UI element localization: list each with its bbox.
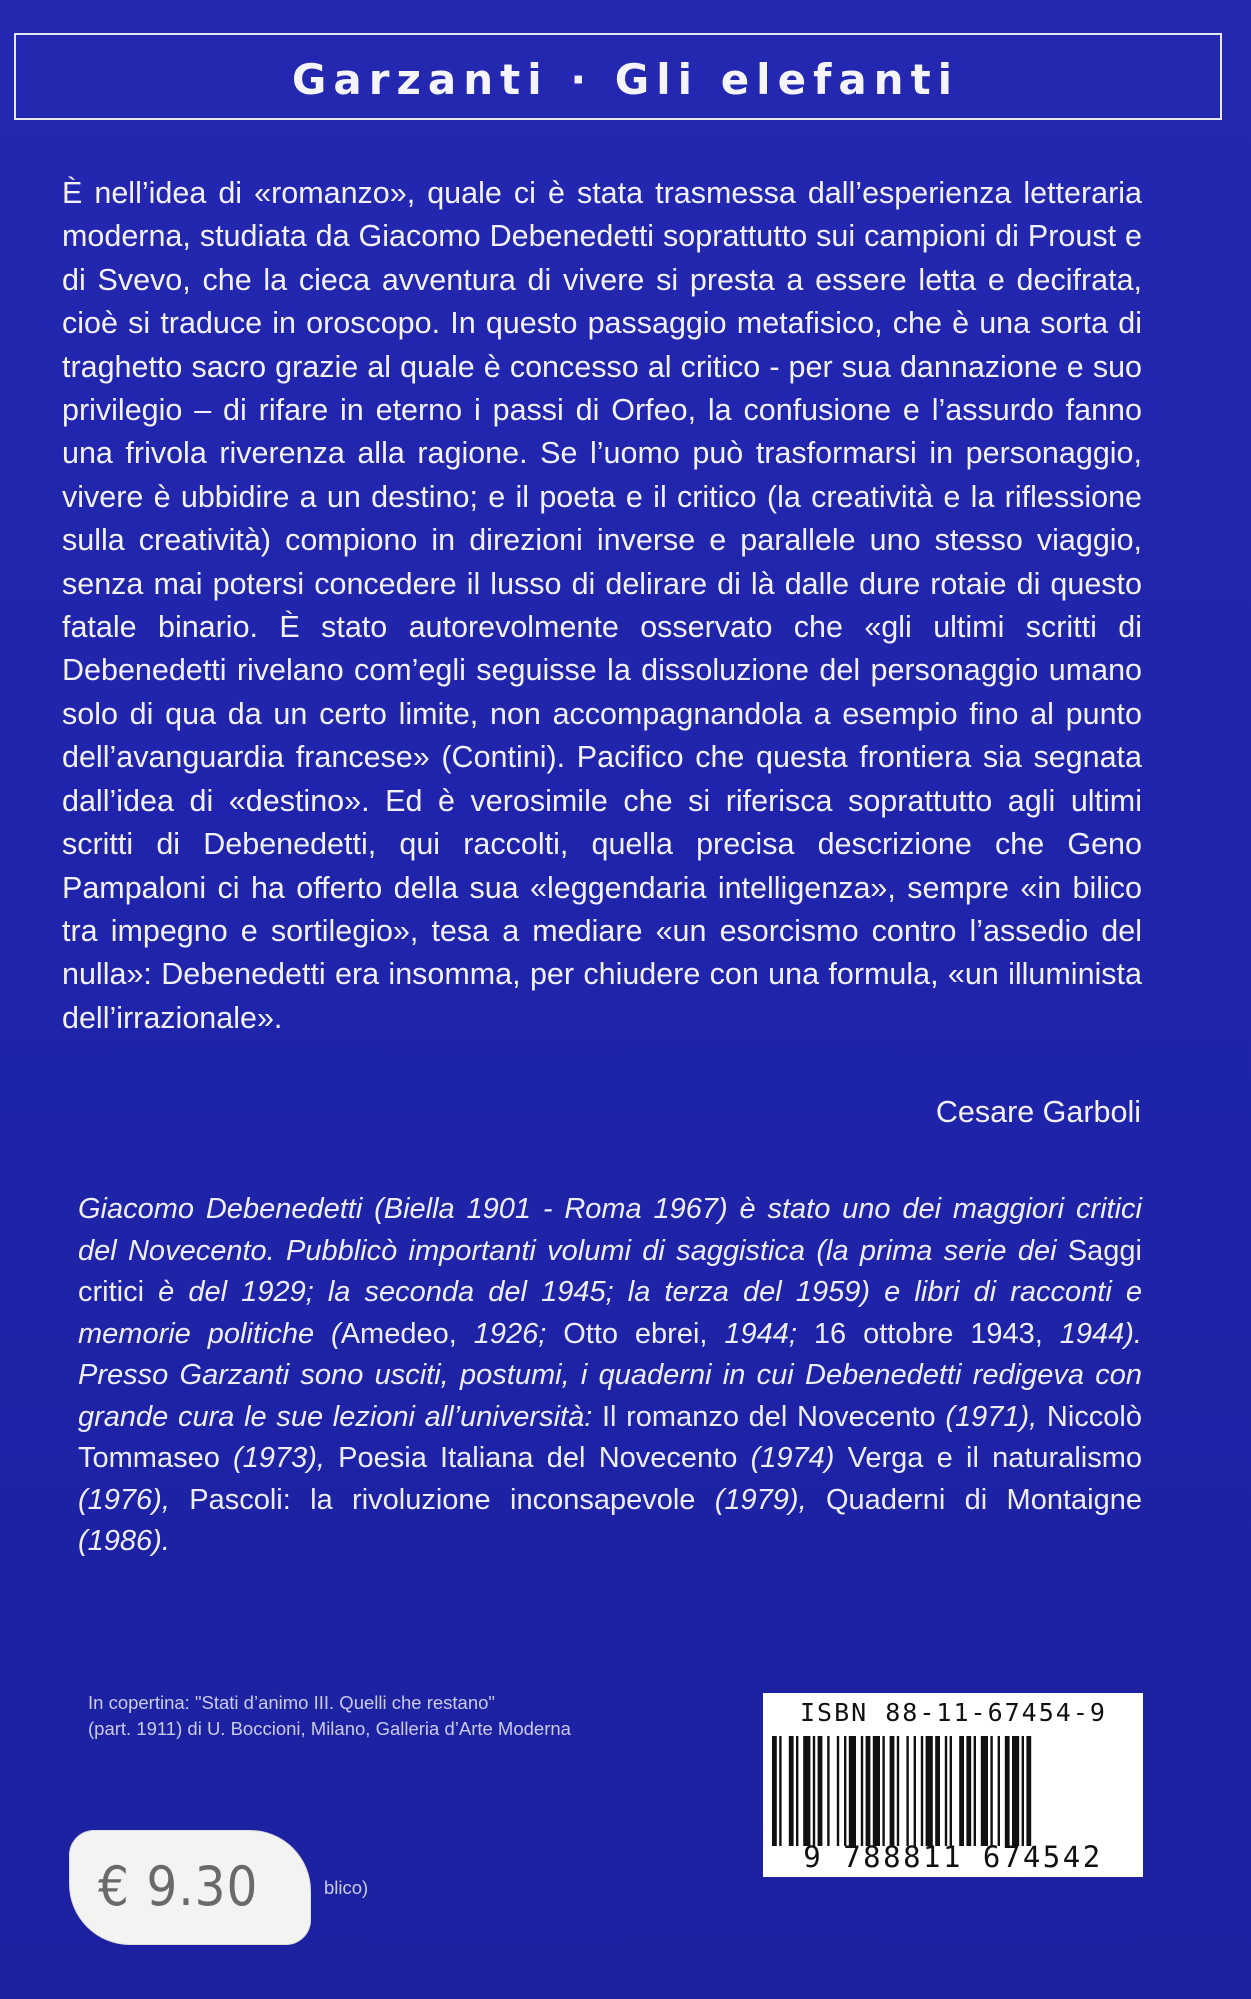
author-bio	[78, 1189, 1142, 1563]
cover-credit-line: In copertina: "Stati d’animo III. Quelli che restano"	[88, 1692, 495, 1713]
book-title: Saggi critici	[78, 1234, 1142, 1308]
ean-number: 9 788811 674542	[803, 1840, 1103, 1874]
book-title: Amedeo,	[340, 1317, 457, 1350]
bio-text: (1973),	[219, 1442, 339, 1474]
barcode-icon	[768, 1736, 1138, 1846]
book-title: Pascoli: la rivoluzione inconsapevole	[189, 1483, 696, 1516]
bio-text: 1926;	[456, 1317, 564, 1350]
cover-credit	[88, 1690, 728, 1742]
series-title: Garzanti · Gli elefanti	[291, 55, 960, 104]
partial-note: blico)	[324, 1877, 369, 1898]
bio-text: Giacomo Debenedetti (Biella 1901 - Roma 1967) è stato uno dei maggiori critici del Novecento. Pubblicò importanti volumi di saggistica (la prima serie dei	[78, 1193, 1142, 1267]
blurb	[62, 172, 1142, 1040]
book-title: 16 ottobre 1943,	[813, 1317, 1043, 1350]
cover-credit-line: (part. 1911) di U. Boccioni, Milano, Galleria d’Arte Moderna	[88, 1718, 571, 1739]
bio-text: è del 1929; la seconda del 1945; la terza del 1959) e libri di racconti e memorie politiche (	[78, 1276, 1142, 1350]
bio-text: 1944;	[707, 1317, 814, 1350]
price-label: € 9.30	[98, 1855, 259, 1918]
bio-text: (1979),	[695, 1483, 826, 1516]
book-title: Otto ebrei,	[563, 1317, 708, 1350]
blurb-signature: Cesare Garboli	[935, 1095, 1141, 1129]
blurb-text: È nell’idea di «romanzo», quale ci è stata trasmessa dall’esperienza letteraria moderna, studiata da Giacomo Debenedetti soprattutto sui campioni di Proust e di Svevo, che la cieca avventura di vivere si presta a essere letta e decifrata, cioè si traduce in oroscopo. In questo passaggio metafisico, che è una sorta di traghetto sacro grazie al quale è concesso al critico - per sua dannazione e suo privilegio – di rifare in eterno i passi di Orfeo, la confusione e l’assurdo fanno una frivola riverenza alla ragione. Se l’uomo può trasformarsi in personaggio, vivere è ubbidire a un destino; e il poeta e il critico (la creatività e la riflessione sulla creatività) compiono in direzioni inverse e parallele uno stesso viaggio, senza mai potersi concedere il lusso di delirare di là dalle dure rotaie di questo fatale binario. È stato autorevolmente osservato che «gli ultimi scritti di Debenedetti rivelano com’egli seguisse la dissoluzione del personaggio umano solo di qua da un certo limite, non accompagnandola a esempio fino al punto dell’avanguardia francese» (Contini). Pacifico che questa frontiera sia segnata dall’idea di «destino». Ed è verosimile che si riferisca soprattutto agli ultimi scritti di Debenedetti, qui raccolti, quella precisa descrizione che Geno Pampaloni ci ha offerto della sua «leggendaria intelligenza», sempre «in bilico tra impegno e sortilegio», tesa a mediare «un esorcismo contro l’assedio del nulla»: Debenedetti era insomma, per chiudere con una formula, «un illuminista dell’irrazionale».	[62, 176, 1142, 1035]
book-title: Poesia Italiana del Novecento	[338, 1442, 738, 1474]
bio-text: (1971),	[935, 1400, 1047, 1433]
book-title: Il romanzo del Novecento	[601, 1400, 936, 1433]
bio-text: (1976),	[78, 1483, 190, 1516]
bio-text: 1944). Presso Garzanti sono usciti, postumi, i quaderni in cui Debenedetti redigeva con grande cura le sue lezioni all’università:	[78, 1317, 1142, 1433]
book-title: Quaderni di Montaigne	[826, 1483, 1142, 1516]
bio-text: (1974)	[737, 1442, 848, 1474]
book-title: Niccolò Tommaseo	[78, 1400, 1143, 1474]
bio-text: (1986).	[78, 1525, 170, 1557]
isbn-label: ISBN 88-11-67454-9	[800, 1698, 1107, 1727]
book-title: Verga e il naturalismo	[847, 1442, 1143, 1474]
